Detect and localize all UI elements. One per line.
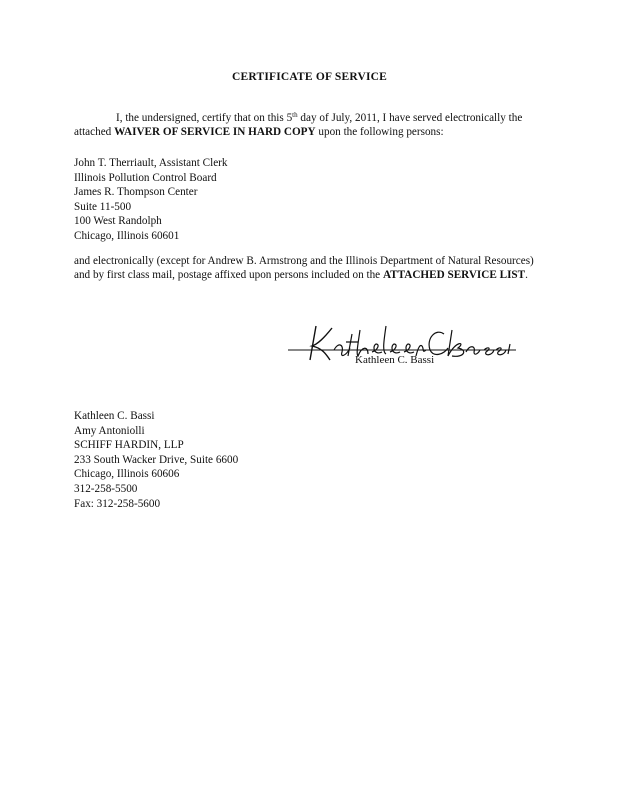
- para1-superscript: th: [292, 111, 298, 119]
- contact-line: SCHIFF HARDIN, LLP: [74, 439, 184, 452]
- para1-text-2: day of July, 2011, I have served electronically the attached: [74, 112, 523, 138]
- service-list-bold: ATTACHED SERVICE LIST: [382, 269, 526, 281]
- page-title: CERTIFICATE OF SERVICE: [231, 71, 388, 83]
- contact-line: Fax: 312-258-5600: [74, 497, 161, 510]
- recipient-line: Chicago, Illinois 60601: [74, 229, 180, 242]
- recipient-line: Suite 11-500: [74, 200, 132, 213]
- recipient-address: [74, 156, 228, 244]
- attorney-contact-block: [74, 409, 238, 511]
- para1-text-1: I, the undersigned, certify that on this 5: [116, 112, 293, 124]
- contact-line: 233 South Wacker Drive, Suite 6600: [74, 453, 239, 466]
- recipient-line: James R. Thompson Center: [74, 186, 198, 199]
- contact-line: Amy Antoniolli: [74, 424, 145, 437]
- service-paragraph: [74, 254, 544, 282]
- document-title-bold: WAIVER OF SERVICE IN HARD COPY: [114, 126, 316, 138]
- para2-text-1: and electronically (except for Andrew B. Armstrong and the Illinois Department of Natural Resources) and by first class mail, postage affixed upon persons included on the: [74, 255, 534, 281]
- contact-line: Chicago, Illinois 60606: [74, 468, 180, 481]
- contact-line: Kathleen C. Bassi: [74, 410, 155, 422]
- contact-line: 312-258-5500: [74, 482, 138, 495]
- recipient-line: 100 West Randolph: [74, 215, 162, 228]
- para2-text-2: .: [525, 269, 528, 281]
- recipient-line: John T. Therriault, Assistant Clerk: [74, 157, 228, 169]
- certification-paragraph: [74, 111, 544, 139]
- para1-text-3: upon the following persons:: [315, 126, 444, 138]
- signatory-name: Kathleen C. Bassi: [355, 354, 435, 366]
- recipient-line: Illinois Pollution Control Board: [74, 171, 217, 184]
